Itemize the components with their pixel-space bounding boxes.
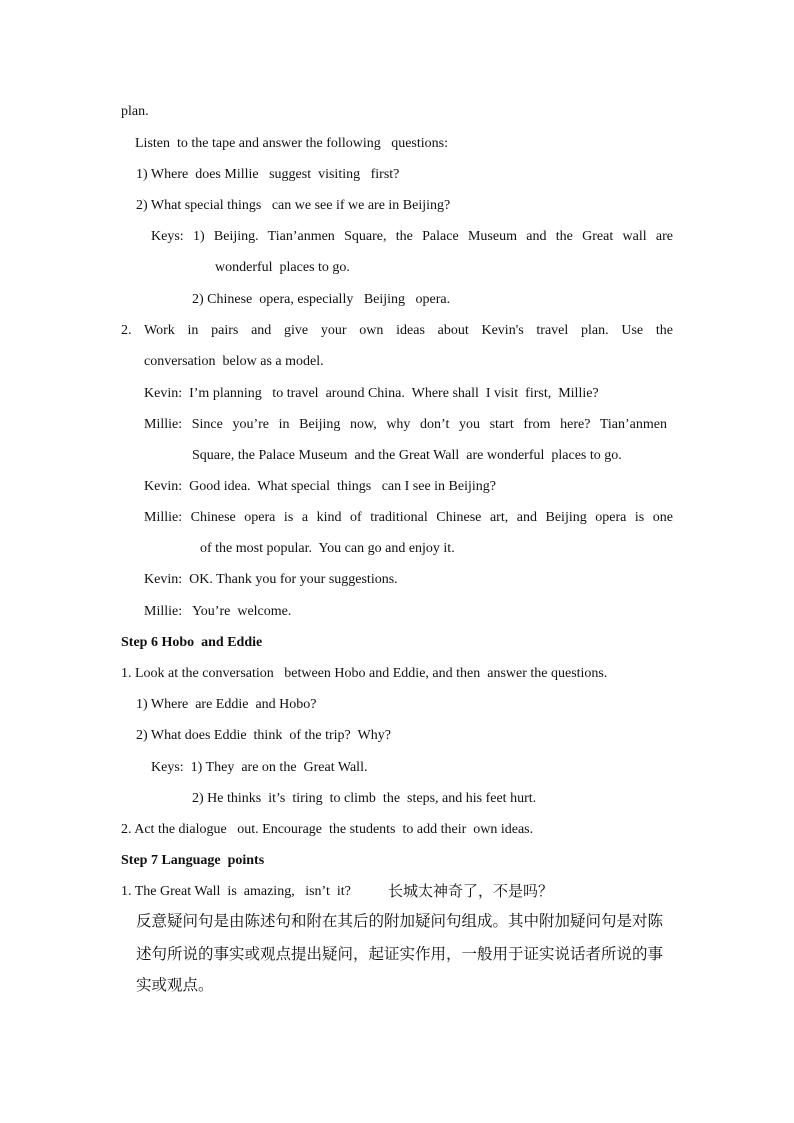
text-line: 2. Act the dialogue out. Encourage the students to add their own ideas. <box>121 822 534 837</box>
text-line: 1. Look at the conversation between Hobo and Eddie, and then answer the questions. <box>121 666 608 681</box>
keys-answer-1: Keys: 1) They are on the Great Wall. <box>151 760 368 775</box>
dialogue-line: Millie: Chinese opera is a kind of traditional Chinese art, and Beijing opera is one <box>144 510 673 525</box>
text-line: plan. <box>121 104 149 119</box>
question-1: 1) Where does Millie suggest visiting first? <box>136 167 400 182</box>
section-heading: Step 7 Language points <box>121 853 265 868</box>
dialogue-line: Millie: Since you’re in Beijing now, why don’t you start from here? Tian’anmen <box>144 417 667 432</box>
text-line: wonderful places to go. <box>215 260 350 275</box>
task-2-heading: 2. Work in pairs and give your own ideas about Kevin's travel plan. Use the <box>121 323 673 338</box>
question-2: 2) What special things can we see if we are in Beijing? <box>136 198 451 213</box>
keys-answer-1: Keys: 1) Beijing. Tian’anmen Square, the Palace Museum and the Great wall are <box>151 229 673 244</box>
dialogue-line: Square, the Palace Museum and the Great Wall are wonderful places to go. <box>192 448 622 463</box>
dialogue-line: Millie: You’re welcome. <box>144 604 292 619</box>
question-1: 1) Where are Eddie and Hobo? <box>136 697 317 712</box>
dialogue-line: Kevin: Good idea. What special things can I see in Beijing? <box>144 479 496 494</box>
chinese-translation: 长城太神奇了，不是吗？ <box>388 882 554 900</box>
section-heading: Step 6 Hobo and Eddie <box>121 635 263 650</box>
dialogue-line: Kevin: I’m planning to travel around China. Where shall I visit first, Millie? <box>144 386 599 401</box>
language-point-1: 1. The Great Wall is amazing, isn’t it? <box>121 884 351 899</box>
text-line: Listen to the tape and answer the following questions: <box>135 136 448 151</box>
question-2: 2) What does Eddie think of the trip? Why? <box>136 728 391 743</box>
keys-answer-2: 2) He thinks it’s tiring to climb the steps, and his feet hurt. <box>192 791 537 806</box>
keys-answer-2: 2) Chinese opera, especially Beijing opera. <box>192 292 451 307</box>
chinese-explanation: 实或观点。 <box>136 976 214 994</box>
text-line: conversation below as a model. <box>144 354 324 369</box>
dialogue-line: Kevin: OK. Thank you for your suggestions. <box>144 572 398 587</box>
chinese-explanation: 反意疑问句是由陈述句和附在其后的附加疑问句组成。其中附加疑问句是对陈 <box>136 912 664 930</box>
dialogue-line: of the most popular. You can go and enjoy it. <box>200 541 455 556</box>
chinese-explanation: 述句所说的事实或观点提出疑问，起证实作用，一般用于证实说话者所说的事 <box>136 945 664 963</box>
